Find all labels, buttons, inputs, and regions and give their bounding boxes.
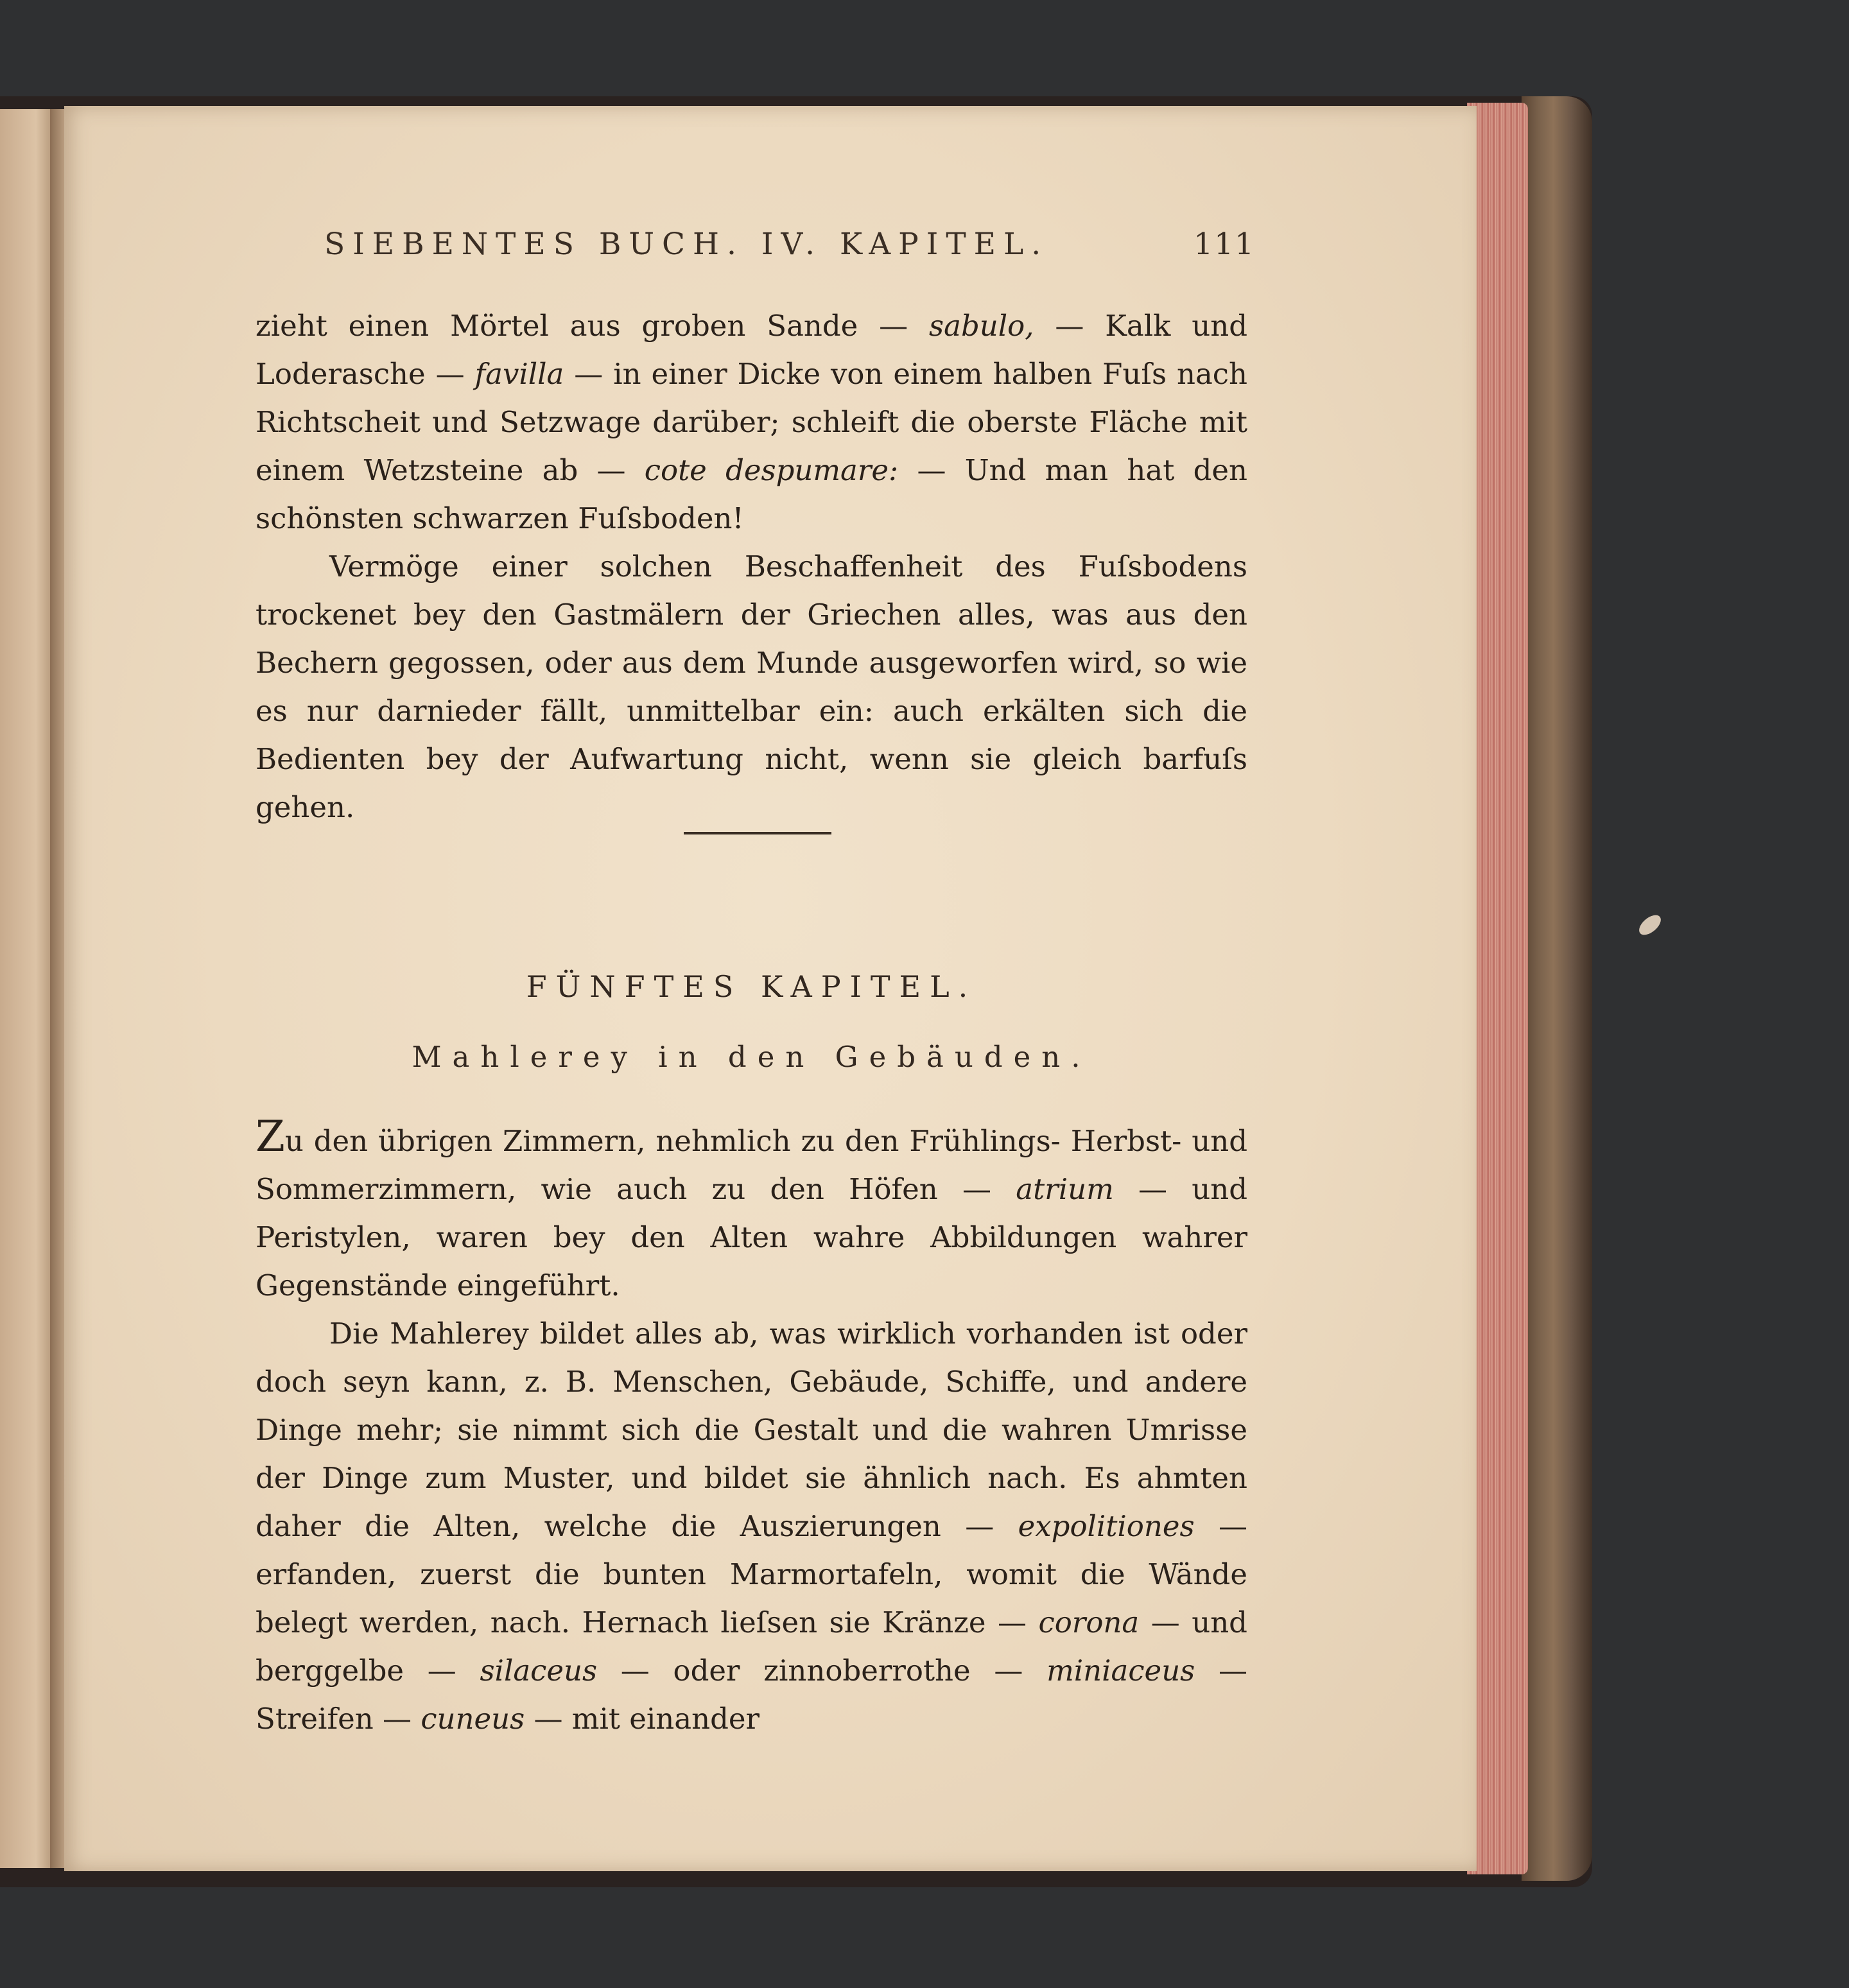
paragraph — [256, 1309, 1247, 1743]
latin-term: cuneus — [421, 1702, 525, 1736]
text-run: u den übrigen Zimmern, nehmlich zu den Frühlings- Herbst- und Sommerzimmern, wie auch zu den Höfen — — [256, 1124, 1247, 1206]
text-run: — erfanden, zuerst die bunten Marmortafeln, womit die Wände belegt werden, nach. Hernach lieſsen sie Kränze — — [256, 1509, 1247, 1639]
page-number: 111 — [1194, 227, 1255, 262]
drop-cap: Z — [256, 1112, 285, 1161]
paragraph — [256, 1112, 1247, 1309]
latin-term: corona — [1038, 1605, 1140, 1639]
text-run: — und Peristylen, waren bey den Alten wahre Abbildungen wahrer Gegenstände eingeführt. — [256, 1172, 1247, 1302]
text-run: — mit einander — [525, 1702, 760, 1736]
running-head — [324, 227, 1255, 265]
paragraph — [256, 542, 1247, 831]
section-rule — [684, 832, 831, 834]
chapter-title: FÜNFTES KAPITEL. — [526, 969, 977, 1004]
text-run: — und berggelbe — — [256, 1605, 1247, 1688]
latin-term: sabulo, — [929, 309, 1034, 343]
running-head-title: SIEBENTES BUCH. IV. KAPITEL. — [324, 227, 1049, 262]
text-run: — Streifen — — [256, 1654, 1247, 1736]
latin-term: atrium — [1016, 1172, 1114, 1206]
text-run: — oder zinnoberrothe — — [597, 1654, 1047, 1688]
paragraph — [256, 302, 1247, 542]
text-run: — Und man hat den schönsten schwarzen Fuſsboden! — [256, 453, 1247, 535]
latin-term: cote despumare: — [644, 453, 899, 487]
body-text-bottom — [256, 1112, 1247, 1743]
latin-term: miniaceus — [1046, 1654, 1195, 1688]
book-cover-edge — [1522, 96, 1592, 1881]
body-text-top — [256, 302, 1247, 831]
latin-term: favilla — [474, 357, 564, 391]
text-run: Die Mahlerey bildet alles ab, was wirklich vorhanden ist oder doch seyn kann, z. B. Menschen, Gebäude, Schiffe, und andere Dinge mehr; sie nimmt sich die Gestalt und die wahren Umrisse der Dinge zum Muster, und bildet sie ähnlich nach. Es ahmten daher die Alten, welche die Auszierungen — — [256, 1317, 1247, 1543]
latin-term: expolitiones — [1018, 1509, 1195, 1543]
left-page-edge — [0, 109, 51, 1868]
text-run: — in einer Dicke von einem halben Fuſs nach Richtscheit und Setzwage darüber; schleift die oberste Fläche mit einem Wetzsteine ab — — [256, 357, 1247, 487]
chapter-subtitle: Mahlerey in den Gebäuden. — [412, 1040, 1091, 1074]
paper-fragment — [1636, 912, 1665, 939]
text-run: — Kalk und Loderasche — — [256, 309, 1248, 391]
latin-term: silaceus — [480, 1654, 598, 1688]
text-run: zieht einen Mörtel aus groben Sande — — [256, 309, 930, 343]
text-run: Vermöge einer solchen Beschaffenheit des Fuſsbodens trockenet bey den Gastmälern der Griechen alles, was aus den Bechern gegossen, oder aus dem Munde ausgeworfen wird, so wie es nur darnieder fällt, unmittelbar ein: auch erkälten sich die Bedienten bey der Aufwartung nicht, wenn sie gleich barfuſs gehen. — [256, 549, 1247, 824]
